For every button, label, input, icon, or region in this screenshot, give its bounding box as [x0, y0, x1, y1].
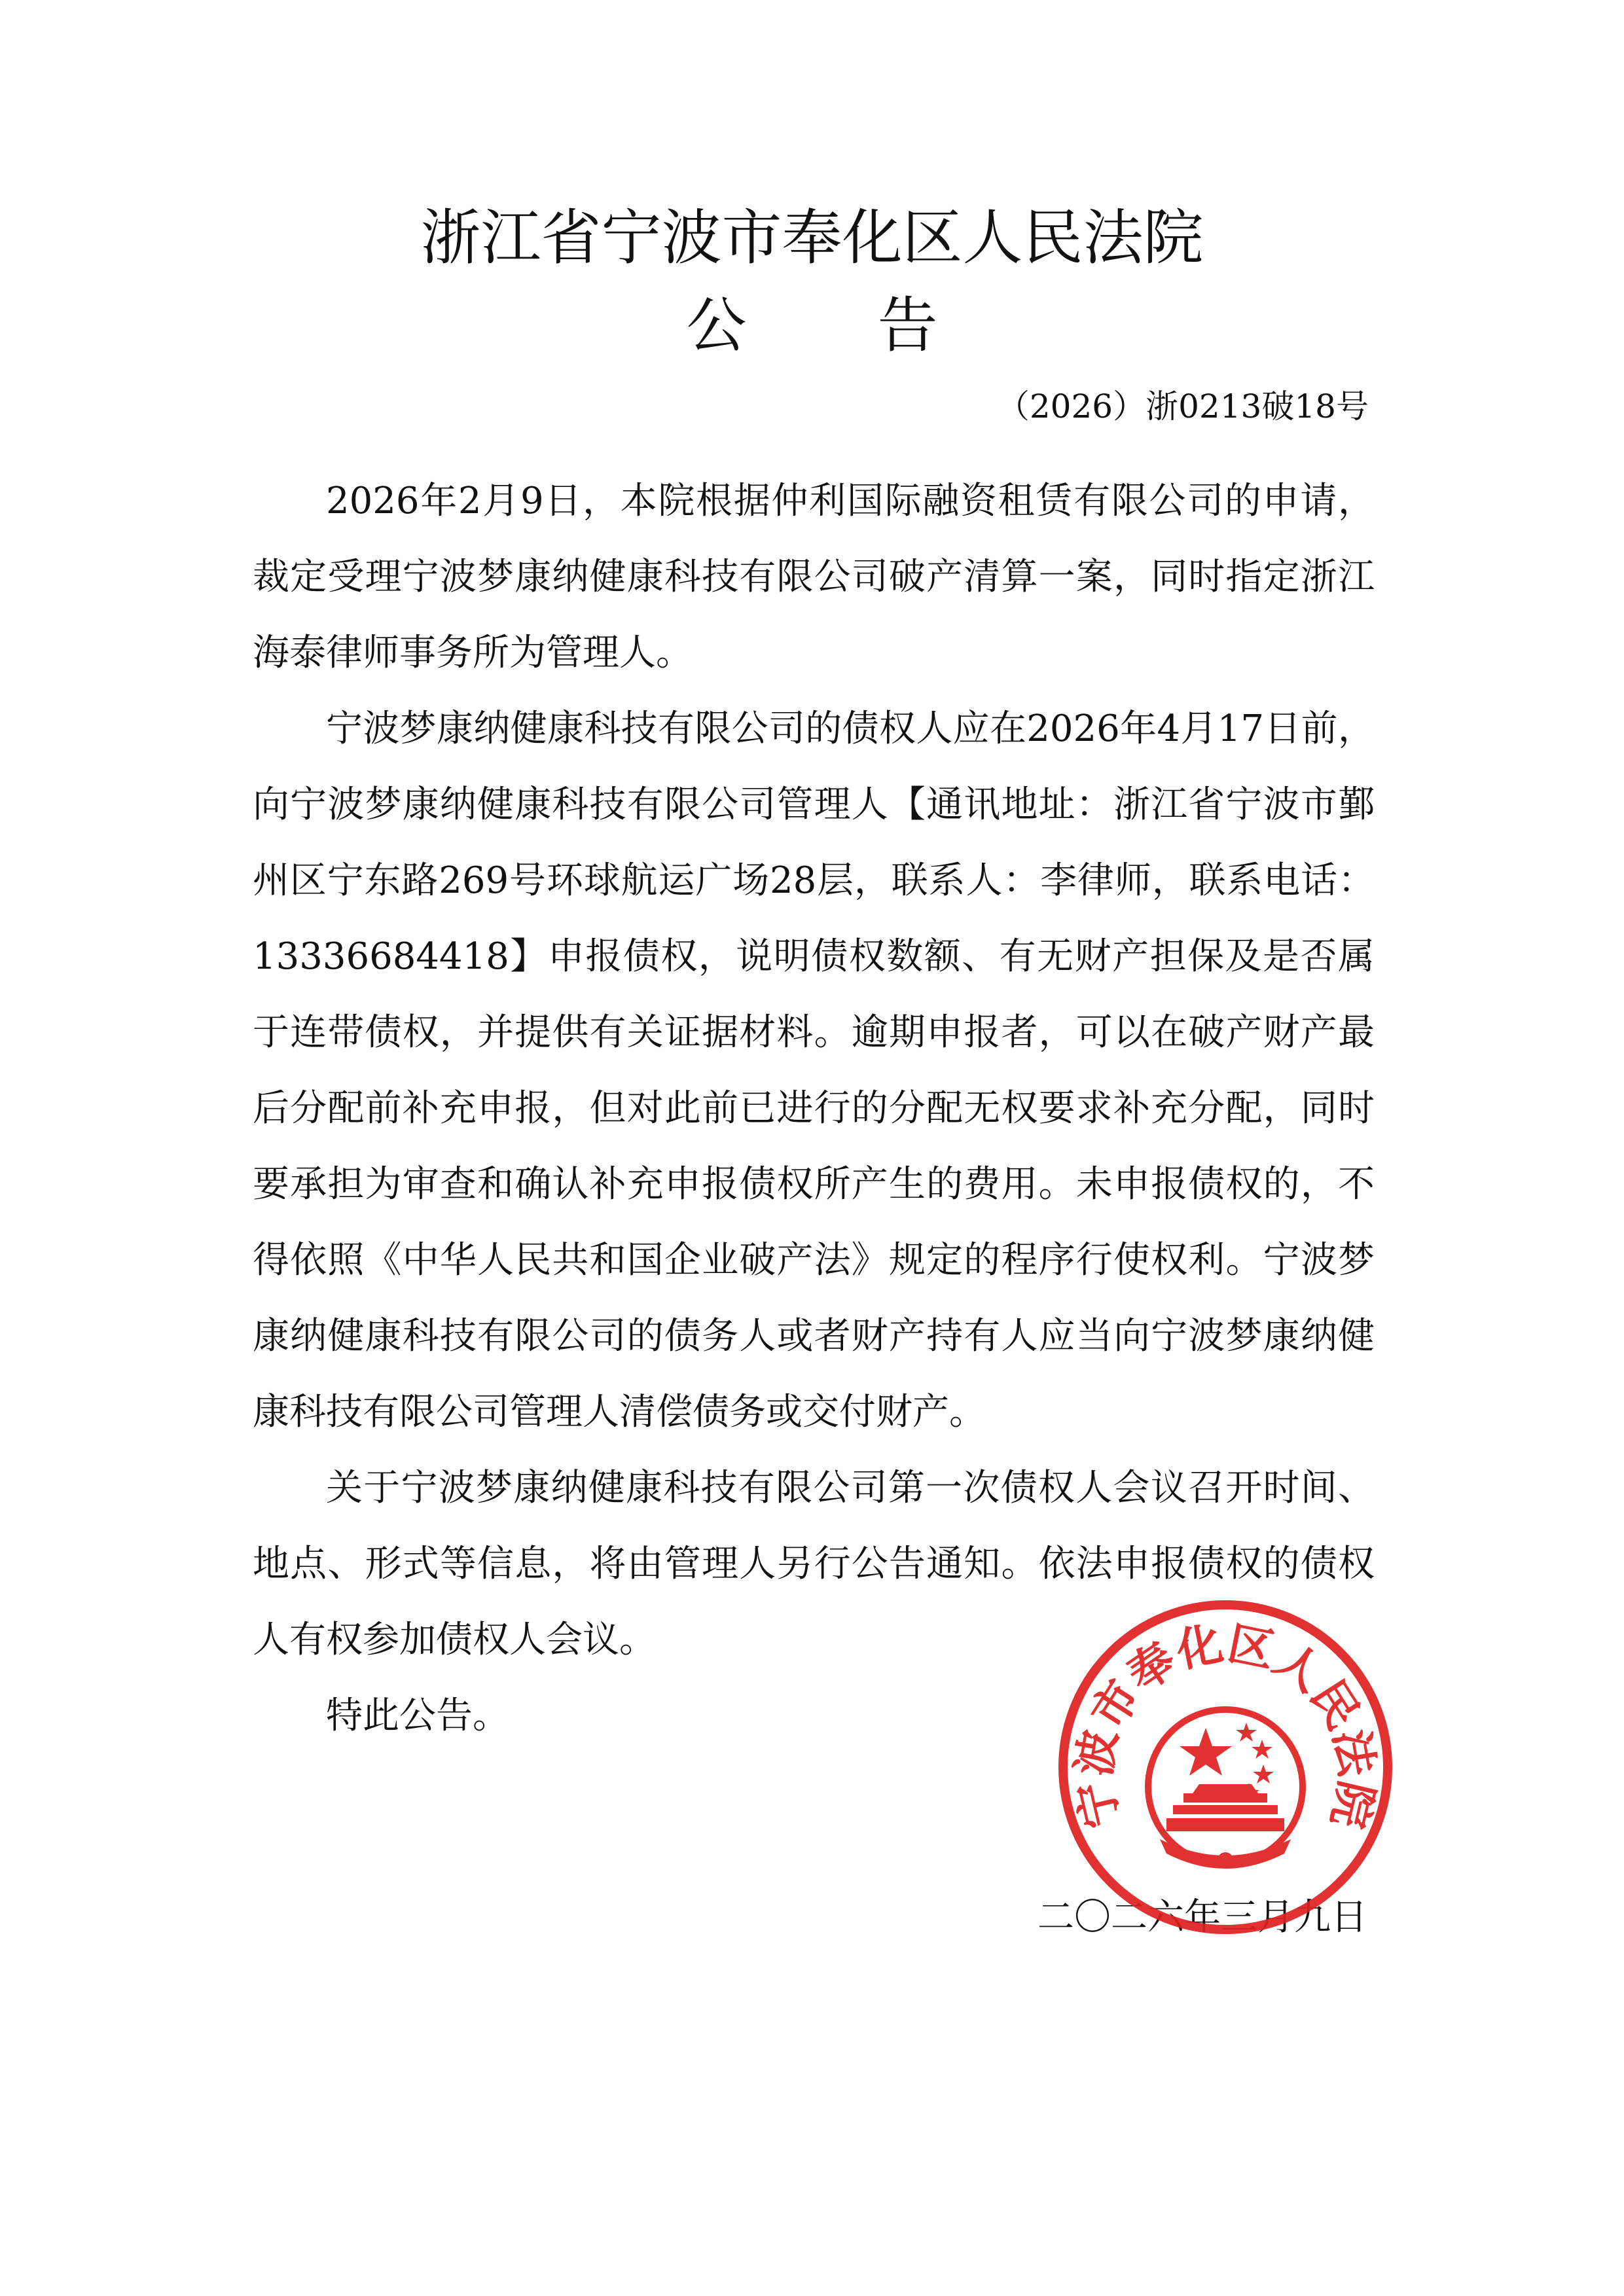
notice-title-char-2: 告 — [877, 291, 938, 361]
court-name-title: 浙江省宁波市奉化区人民法院 — [420, 203, 1204, 273]
notice-date: 二〇二六年三月九日 — [1038, 1896, 1367, 1939]
paragraph-claims: 宁波梦康纳健康科技有限公司的债权人应在2026年4月17日前，向宁波梦康纳健康科技有限公司管理人【通讯地址：浙江省宁波市鄞州区宁东路269号环球航运广场28层，联系人：李律师，联系电话：13336684418】申报债权，说明债权数额、有无财产担保及是否属于连带债权，并提供有关证据材料。逾期申报者，可以在破产财产最后分配前补充申报，但对此前已进行的分配无权要求补充分配，同时要承担为审查和确认补充申报债权所产生的费用。未申报债权的，不得依照《中华人民共和国企业破产法》规定的程序行使权利。宁波梦康纳健康科技有限公司的债务人或者财产持有人应当向宁波梦康纳健康科技有限公司管理人清偿债务或交付财产。 — [253, 708, 1375, 1433]
notice-title — [0, 291, 1624, 361]
paragraph-acceptance: 2026年2月9日，本院根据仲利国际融资租赁有限公司的申请，裁定受理宁波梦康纳健康科技有限公司破产清算一案，同时指定浙江海泰律师事务所为管理人。 — [253, 480, 1375, 674]
case-number: （2026）浙0213破18号 — [996, 387, 1369, 425]
paragraph-creditors-meeting: 关于宁波梦康纳健康科技有限公司第一次债权人会议召开时间、地点、形式等信息，将由管理人另行公告通知。依法申报债权的债权人有权参加债权人会议。 — [253, 1467, 1375, 1661]
notice-title-char-1: 公 — [686, 291, 747, 361]
paragraph-closing: 特此公告。 — [326, 1695, 509, 1737]
national-emblem-icon — [1148, 1710, 1303, 1869]
seal-text-arc: 宁波市奉化区人民法院 — [1066, 1616, 1384, 1833]
notice-body — [253, 463, 1375, 1754]
court-seal-stamp — [1055, 1597, 1396, 1937]
